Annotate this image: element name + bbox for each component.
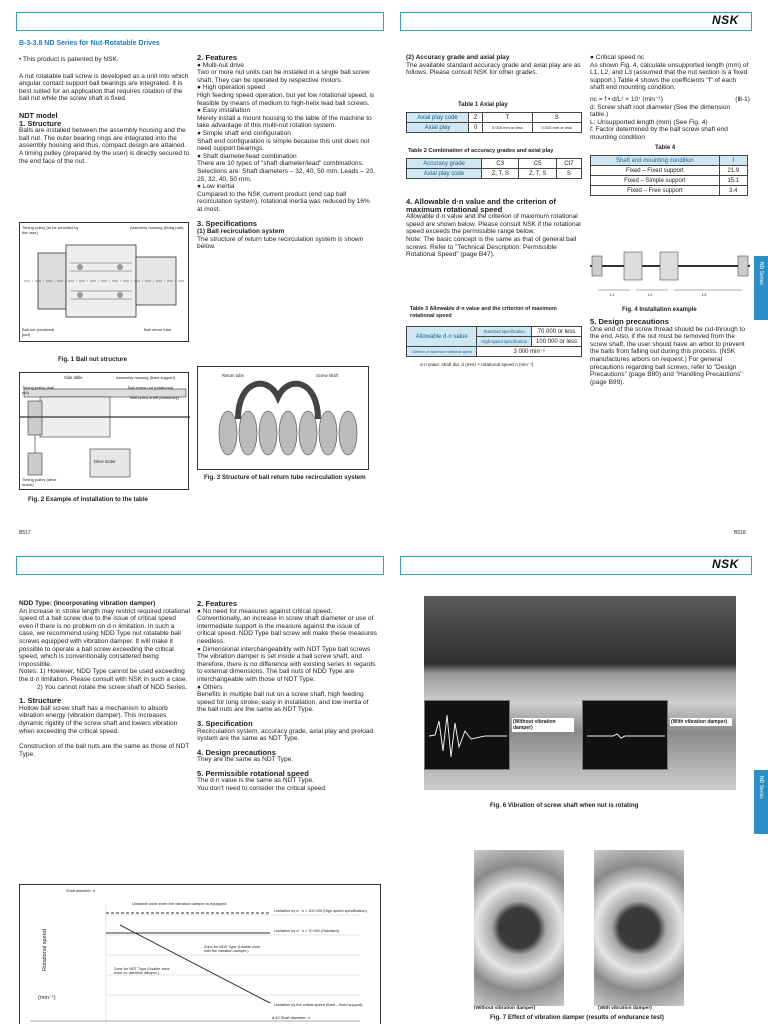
t1-r1c0: Axial play	[407, 123, 469, 133]
fig2-label-pulley-motor: Timing pulley (drive motor)	[22, 477, 57, 487]
fig2-label-side-table: Side table	[64, 375, 83, 380]
design-precautions-heading: 5. Design precautions	[590, 317, 669, 326]
t2-r0c2: C5	[519, 159, 556, 169]
fig4-l3: L3	[702, 292, 707, 297]
t4-r0c1: 21.9	[719, 166, 747, 176]
label-without-damper: (Without vibration damper)	[512, 718, 574, 732]
fig7-caption: Fig. 7 Effect of vibration damper (results of endurance test)	[490, 1014, 664, 1021]
oscilloscope-left	[424, 700, 510, 770]
feature-5-text: There are 10 types of "shaft diameter/lead" combinations. Selections are: Shaft diameters – 32, 40, 50 mm; Leads – 20, 25, 32, 40, 50 mm.	[197, 160, 375, 183]
t3-label: Allowable d·n value	[407, 327, 477, 347]
ndd-spec-heading: 3. Specification	[197, 718, 253, 728]
tl-column-1	[19, 56, 191, 165]
t3-std-val: 70 000 or less	[532, 327, 582, 337]
ndd-feature-1-bullet: ● No need for measures against critical speed.	[197, 607, 333, 615]
vibration-test-photo	[424, 596, 736, 790]
table2-title: Table 2 Combination of accuracy grades and axial play	[408, 148, 554, 154]
dn-heading: 4. Allowable d·n value and the criterion of maximum rotational speed	[406, 197, 556, 214]
t2-r1c1: Z, T, S	[482, 169, 519, 179]
header-bar-right	[400, 12, 752, 31]
graph-zone-ndd: Zone for NDD Type (Usable zone with the vibration damper.)	[204, 945, 261, 953]
bl-column-2	[197, 600, 377, 793]
features-heading: 2. Features	[197, 53, 238, 62]
critical-speed-bullet: ● Critical speed nc	[590, 54, 645, 61]
table3-dn-value	[406, 326, 582, 357]
patent-note: • This product is patented by NSK.	[19, 56, 119, 63]
fig1-label-pulley: Timing pulley (to be provided by the user)	[22, 225, 79, 235]
fig2-caption: Fig. 2 Example of installation to the table	[28, 496, 148, 503]
ndd-feature-3-text: Benefits in multiple ball nut on a screw shaft, high feeding speed for long stroke, easy in installation, and low inertia of the ball nuts are the same as NDT Type.	[197, 691, 369, 714]
feature-1-bullet: ● Multi-nut drive	[197, 61, 244, 69]
feature-6-bullet: ● Low inertia	[197, 183, 235, 191]
graph-zone-ndt: Zone for NDT Type (Usable zone even no vibration damper.)	[114, 967, 170, 975]
fig1-label-return-tube: Ball return tube	[144, 327, 172, 332]
page-number-left: B517	[19, 530, 31, 536]
accuracy-heading: (2) Accuracy grade and axial play	[406, 54, 510, 61]
t4-head-f: f	[719, 156, 747, 166]
t4-r2c0: Fixed – Free support	[591, 186, 720, 196]
t3-hs-val: 100 000 or less	[532, 337, 582, 347]
fig1-label-housing: Assembly housing (fixing part)	[130, 225, 184, 230]
fig4-caption: Fig. 4 Installation example	[622, 307, 697, 313]
t1-r0c2: T	[483, 113, 532, 123]
t4-head-cond: Shaft end mounting condition	[591, 156, 720, 166]
ndd-feature-1-text: Conventionally, an increase in screw shaft diameter or use of intermediate support is the measure against the issue of critical speed. NDD Type ball screw will make these measures needless.	[197, 615, 377, 645]
t1-r0c0: Axial play code	[407, 113, 469, 123]
t2-r0c1: C3	[482, 159, 519, 169]
t1-r0c3: S	[532, 113, 581, 123]
ndd-design-text: They are the same as NDT Type.	[197, 756, 294, 764]
fig3-return-tube	[197, 366, 369, 470]
fig4-l2: L2	[648, 292, 653, 297]
header-bar-left	[16, 12, 384, 31]
ndd-speed-text-2: You don't need to consider the critical speed.	[197, 785, 327, 793]
t3-std: Standard specification	[477, 327, 532, 337]
graph-ylabel: Rotational speed	[42, 929, 48, 971]
feature-3-bullet: ● Easy installation	[197, 107, 251, 115]
t4-r0c0: Fixed – Fixed support	[591, 166, 720, 176]
intro-text: A nut rotatable ball screw is developed as a unit into which angular contact support ball bearings are integrated. It is best suited for an application that requires rotation of the ball nut while the screw shaft is fixed.	[19, 72, 189, 103]
feature-1-text: Two or more nut units can be installed in a single ball screw shaft. They can be operated by respective motors.	[197, 69, 370, 84]
critical-speed-text: As shown Fig. 4, calculate unsupported length (mm) of L1, L2, and L3 (assumed that the nut section is a fixed support.) Table 4 shows the coefficients "f" of each shaft end mounting condition.	[590, 61, 749, 92]
fig4-installation	[590, 238, 750, 304]
t2-r1c3: S	[556, 169, 581, 179]
table4-mounting	[590, 155, 748, 196]
fig3-label-return-tube: Return tube	[222, 373, 244, 378]
t4-r1c0: Fixed – Simple support	[591, 176, 720, 186]
fig2-label-pulley-nut: Timing pulley (ball nut)	[22, 385, 55, 395]
t3-crit-val: 3 000 min⁻¹	[477, 347, 582, 357]
photo-label-without: (Without vibration damper)	[474, 1006, 536, 1011]
t1-r1c3: 0.020 mm or less	[532, 123, 581, 133]
t2-r0c0: Accuracy grade	[407, 159, 482, 169]
ndd-structure-heading: 1. Structure	[19, 696, 62, 706]
fig2-label-housing: Assembly housing (fixed support)	[116, 375, 176, 380]
def-f: f: Factor determined by the ball screw shaft end mounting condition	[590, 126, 728, 141]
page-number-right: B518	[734, 530, 746, 536]
tl-column-2	[197, 54, 377, 251]
critical-speed-formula: nc = f • d/L² × 10⁷ (min⁻¹)	[590, 95, 663, 103]
t4-r2c1: 3.4	[719, 186, 747, 196]
structure-heading: 1. Structure	[19, 118, 62, 128]
feature-5-bullet: ● Shaft diameter/lead combination	[197, 152, 297, 160]
header-bar-right-2	[400, 556, 752, 575]
t2-r0c3: Ct7	[556, 159, 581, 169]
nd-series-tab-bottom	[754, 770, 768, 834]
recirculation-subheading: (1) Ball recirculation system	[197, 228, 285, 236]
section-title: B-3-3.8 ND Series for Nut-Rotatable Drives	[19, 40, 160, 47]
def-l: L: Unsupported length (mm) (See Fig. 4)	[590, 118, 708, 126]
t2-r1c2: Z, T, S	[519, 169, 556, 179]
tr-column-2b	[590, 318, 750, 386]
t1-r1c2: 0.005 mm or less	[483, 123, 532, 133]
fig2-installation-example	[19, 372, 189, 490]
brand-logo-top: NSK	[712, 13, 739, 27]
graph-limit-std: Limitation by d · n = 70 000 (Standard)	[274, 929, 339, 933]
table1-axial-play	[406, 112, 582, 133]
design-precautions-text: One end of the screw thread should be cut-through to the end. Also, if the nut must be removed from the screw shaft, the user should have an arbor to prevent the balls from falling out during this process. (NSK manufactures arbors on request.) For general precautions regarding ball screws, refer to "Design Precautions" (page B80) and "Handling Precautions" (page B99).	[590, 325, 746, 386]
ndd-feature-2-text: The vibration damper is set inside a ball screw shaft, and therefore, there is no difference with existing series in regards to external dimensions. The ball nuts of NDD Type are interchangeable with those of NDT Type.	[197, 653, 376, 683]
feature-6-text: Compared to the NSK current product (end cap ball recirculation system), rotational inertia was reduced by 16% at most.	[197, 190, 370, 213]
graph-zone-unstable: Unstable zone even the vibration damper is equipped	[132, 901, 227, 906]
table4-title: Table 4	[655, 145, 676, 151]
specifications-heading: 3. Specifications	[197, 219, 257, 229]
graph-unit: (min⁻¹)	[38, 995, 56, 1001]
t3-hs: High-speed specification	[477, 337, 532, 347]
fig1-ball-nut-structure	[19, 222, 189, 342]
fig4-l1: L1	[610, 292, 615, 297]
ndd-structure-text-2: Construction of the ball nuts are the same as those of NDT Type.	[19, 743, 190, 758]
table2-accuracy	[406, 158, 582, 179]
feature-3-text: Merely install a mount housing to the table of the machine to take advantage of this multi-nut rotation system.	[197, 114, 372, 130]
ndd-structure-text: Hollow ball screw shaft has a mechanism to absorb vibration energy (vibration damper). This increases dynamic rigidity of the screw shaft and lowers vibration when exceeding the critical speed.	[19, 704, 178, 735]
fig2-label-screw-nut: Ball screw nut (rotational)	[128, 385, 174, 390]
tab-label-bottom: ND Series	[758, 776, 764, 799]
t3-crit: Criterion of maximum rotational speed	[407, 347, 477, 357]
tr-column-1b	[406, 198, 584, 259]
table3-footnote: d·n value: shaft dia. d (mm) × rotational speed n (min⁻¹)	[420, 362, 534, 367]
tr-column-2	[590, 54, 750, 142]
t1-r0c1: Z	[469, 113, 483, 123]
photo-label-with: (With vibration damper)	[598, 1006, 652, 1011]
ndd-heading: NDD Type: (Incorporating vibration damper)	[19, 600, 156, 607]
ndt-model-heading: NDT model	[19, 110, 58, 120]
def-d: d: Screw shaft root diameter (See the dimension table.)	[590, 103, 731, 119]
photo-with-damper	[594, 850, 684, 1006]
accuracy-text: The available standard accuracy grade and axial play are as follows. Please consult NSK for other grades.	[406, 61, 581, 77]
t1-r1c1: 0	[469, 123, 483, 133]
ndd-note-2: 2) You cannot rotate the screw shaft of NDD Series.	[37, 683, 187, 691]
structure-text: Balls are installed between the assembly housing and the ball nut. The outer bearing rings are integrated into the assembly housing and thus, compact design are attained. A timing pulley (prepared by the user) is directly secured to the end face of the nut.	[19, 127, 190, 165]
ndd-spec-text: Recirculation system, accuracy grade, axial play and preload system are the same as NDT Type.	[197, 727, 374, 743]
fig1-caption: Fig. 1 Ball nut structure	[58, 356, 128, 363]
nd-series-tab-top	[754, 256, 768, 320]
ndd-speed-text-1: The d·n value is the same as NDT Type.	[197, 777, 314, 785]
ndd-feature-2-bullet: ● Dimensional interchangeability with NDT Type ball screws	[197, 645, 371, 653]
fig1-label-ballnut: Ball nut (rotational part)	[22, 327, 55, 337]
feature-4-text: Shaft end configuration is simple because this unit does not need support bearings.	[197, 137, 370, 153]
ndd-speed-heading: 5. Permissible rotational speed	[197, 768, 309, 778]
photo-without-damper	[474, 850, 564, 1006]
fig3-caption: Fig. 3 Structure of ball return tube recirculation system	[204, 474, 366, 481]
dn-note: Note: The basic concept is the same as that of general ball screws. Refer to "Technical Description: Permissible Rotational Speed" (page B47).	[406, 235, 577, 259]
ndd-note-1: Notes: 1) However, NDD Type cannot be used exceeding the d·n limitation. Please consult with NSK in such a case.	[19, 668, 188, 683]
feature-2-text: High feeding speed operation, but yet low rotational speed, is feasible by means of medium to high-helix lead ball screws.	[197, 91, 375, 107]
fig2-label-screw-shaft: Ball screw shaft (stationary)	[130, 395, 180, 400]
recirculation-text: The structure of return tube recirculation system is shown below.	[197, 235, 364, 251]
t4-r1c1: 15.1	[719, 176, 747, 186]
ndd-design-heading: 4. Design precautions	[197, 747, 276, 757]
ndd-features-heading: 2. Features	[197, 599, 238, 608]
brand-logo-bottom: NSK	[712, 557, 739, 571]
feature-2-bullet: ● High operation speed	[197, 84, 266, 92]
bl-column-1	[19, 600, 191, 758]
label-with-damper: (With vibration damper)	[670, 718, 732, 726]
t2-r1c0: Axial play code	[407, 169, 482, 179]
tab-label-top: ND Series	[758, 262, 764, 285]
graph-limit-critical: Limitation by the critical speed (fixed – fixed support)	[274, 1003, 363, 1007]
ndd-intro: An increase in stroke length may restrict required rotational speed of a ball screw due to the issue of critical speed even if there is no problem on d·n limitation. In such a case, we recommend using NDD Type nut rotatable ball screws equipped with vibration damper. It will make it possible to operate a ball screw exceeding the critical speed, which is conventionally considered being impossible.	[19, 607, 191, 668]
ndd-feature-3-bullet: ● Others	[197, 683, 223, 691]
graph-top-label: Shaft diameter: d	[66, 889, 95, 893]
fig5-rotational-speed-graph	[19, 884, 381, 1024]
feature-4-bullet: ● Simple shaft end configuration	[197, 129, 291, 137]
dn-text: Allowable d·n value and the criterion of maximum rotational speed are shown below. Please consult NSK if the rotational speed exceeds the permissible range below.	[406, 213, 581, 236]
fig3-label-screw-shaft: Screw shaft	[316, 373, 338, 378]
graph-limit-hs: Limitation by d · n = 100 000 (High speed specification)	[274, 909, 367, 913]
fig2-label-motor: Drive motor	[94, 459, 116, 464]
header-bar-left-2	[16, 556, 384, 575]
oscilloscope-right	[582, 700, 668, 770]
fig6-caption: Fig. 6 Vibration of screw shaft when nut is rotating	[490, 802, 639, 809]
graph-bottom-label: ø 40 Shaft diameter: d	[272, 1016, 310, 1020]
table1-title: Table 1 Axial play	[458, 102, 508, 108]
tr-column-1	[406, 54, 584, 77]
formula-number: (Ⅲ-1)	[735, 95, 750, 103]
table3-title: Table 3 Allowable d·n value and the criterion of maximum rotational speed	[410, 306, 557, 319]
